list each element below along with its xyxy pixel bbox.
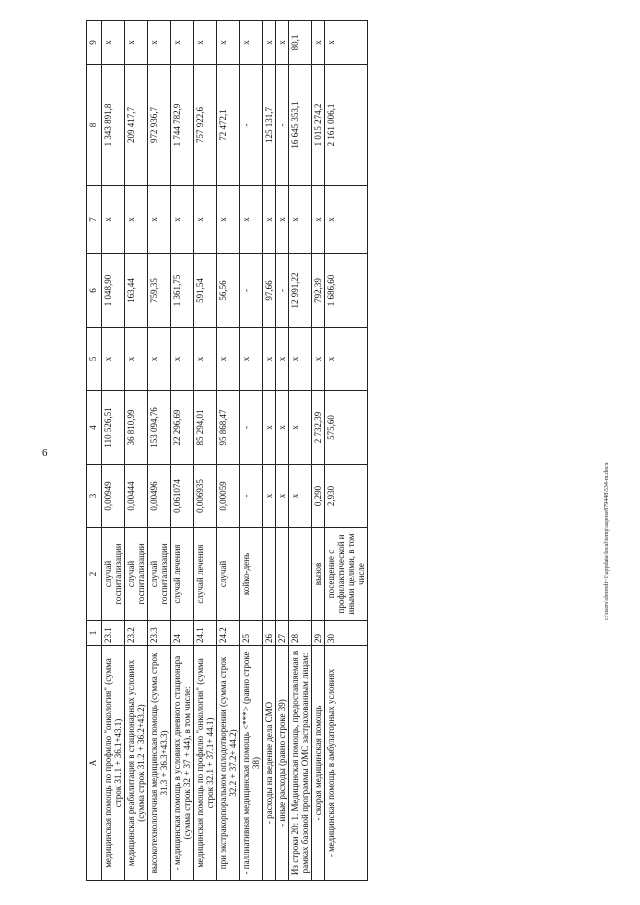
row-label-cell: Из строки 20: 1. Медицинская помощь, предоставляемая в рамках базовой программы ОМС застрахованным лицам: xyxy=(289,646,312,881)
column-header: 6 xyxy=(87,254,102,328)
col7-cell: х xyxy=(312,186,325,254)
total-cell: 2 161 006,1 xyxy=(325,65,368,186)
per-capita-cell: 97,66 xyxy=(263,254,276,328)
share-cell: х xyxy=(148,21,171,65)
per-capita-cell: 759,35 xyxy=(148,254,171,328)
rotated-page-content xyxy=(86,21,616,881)
col5-cell: х xyxy=(194,328,217,391)
volume-cell: 0,00949 xyxy=(102,465,125,528)
share-cell: х xyxy=(240,21,263,65)
col7-cell: х xyxy=(240,186,263,254)
column-header: 7 xyxy=(87,186,102,254)
cost-cell: 22 296,69 xyxy=(171,391,194,465)
share-cell: х xyxy=(171,21,194,65)
total-cell: 16 645 353,1 xyxy=(289,65,312,186)
unit-cell: случай госпитализации xyxy=(148,528,171,621)
unit-cell: случай лечения xyxy=(171,528,194,621)
unit-cell: случай госпитализации xyxy=(102,528,125,621)
unit-cell: посещение с профилактической и иными целями, в том числе xyxy=(325,528,368,621)
cost-cell: х xyxy=(276,391,289,465)
table-row xyxy=(312,21,325,881)
column-header: 4 xyxy=(87,391,102,465)
row-label-cell: - медицинская помощь в амбулаторных условиях xyxy=(325,646,368,881)
per-capita-cell: 163,44 xyxy=(125,254,148,328)
footer-file-path: c:\users\sborodi~1\appdata\local\temp\aspose879448\534-m.docx xyxy=(604,462,610,620)
unit-cell xyxy=(289,528,312,621)
volume-cell: 0,00444 xyxy=(125,465,148,528)
share-cell: х xyxy=(276,21,289,65)
table-body xyxy=(102,21,368,881)
share-cell: х xyxy=(312,21,325,65)
unit-cell: случай лечения xyxy=(194,528,217,621)
per-capita-cell: 56,56 xyxy=(217,254,240,328)
row-label-cell: высокотехнологичная медицинская помощь (сумма строк 31.3 + 36.3+43.3) xyxy=(148,646,171,881)
volume-cell: 0,061074 xyxy=(171,465,194,528)
table-row xyxy=(276,21,289,881)
share-cell: х xyxy=(102,21,125,65)
cost-cell: - xyxy=(240,391,263,465)
row-code-cell: 30 xyxy=(325,621,368,646)
total-cell: 72 472,1 xyxy=(217,65,240,186)
unit-cell: случай xyxy=(217,528,240,621)
column-header: 2 xyxy=(87,528,102,621)
volume-cell: 0,290 xyxy=(312,465,325,528)
col5-cell: х xyxy=(217,328,240,391)
col7-cell: х xyxy=(148,186,171,254)
table-row xyxy=(125,21,148,881)
cost-cell: х xyxy=(263,391,276,465)
unit-cell: койко-день xyxy=(240,528,263,621)
per-capita-cell: 1 686,60 xyxy=(325,254,368,328)
unit-cell: случай госпитализации xyxy=(125,528,148,621)
row-label-cell: - медицинская помощь в условиях дневного стационара (сумма строк 32 + 37 + 44), в том числе: xyxy=(171,646,194,881)
volume-cell: х xyxy=(289,465,312,528)
unit-cell: вызов xyxy=(312,528,325,621)
table-row xyxy=(325,21,368,881)
col5-cell: х xyxy=(276,328,289,391)
table-row xyxy=(263,21,276,881)
per-capita-cell: 1 361,75 xyxy=(171,254,194,328)
row-label-cell: - паллиативная медицинская помощь <***> (равно строке 38) xyxy=(240,646,263,881)
cost-cell: х xyxy=(289,391,312,465)
column-header: 5 xyxy=(87,328,102,391)
share-cell: х xyxy=(263,21,276,65)
total-cell: 1 015 274,2 xyxy=(312,65,325,186)
row-label-cell: - расходы на ведение дела СМО xyxy=(263,646,276,881)
volume-cell: х xyxy=(276,465,289,528)
table-row xyxy=(148,21,171,881)
col5-cell: х xyxy=(171,328,194,391)
per-capita-cell: 792,39 xyxy=(312,254,325,328)
col5-cell: х xyxy=(312,328,325,391)
column-header: 8 xyxy=(87,65,102,186)
col5-cell: х xyxy=(102,328,125,391)
col7-cell: х xyxy=(171,186,194,254)
column-header: А xyxy=(87,646,102,881)
page-number: 6 xyxy=(42,447,48,459)
share-cell: х xyxy=(194,21,217,65)
row-label-cell: медицинская реабилитация в стационарных условиях (сумма строк 31.2 + 36.2+43.2) xyxy=(125,646,148,881)
share-cell: 80,1 xyxy=(289,21,312,65)
row-label-cell: - иные расходы (равно строке 39) xyxy=(276,646,289,881)
share-cell: х xyxy=(125,21,148,65)
col7-cell: х xyxy=(194,186,217,254)
col7-cell: х xyxy=(217,186,240,254)
col7-cell: х xyxy=(289,186,312,254)
col7-cell: х xyxy=(325,186,368,254)
row-code-cell: 23.2 xyxy=(125,621,148,646)
cost-cell: 153 094,76 xyxy=(148,391,171,465)
col5-cell: х xyxy=(125,328,148,391)
row-label-cell: медицинская помощь по профилю "онкология" (сумма строк 32.1 + 37.1+ 44.1) xyxy=(194,646,217,881)
cost-cell: 575,60 xyxy=(325,391,368,465)
column-header: 9 xyxy=(87,21,102,65)
row-code-cell: 24.2 xyxy=(217,621,240,646)
row-code-cell: 24 xyxy=(171,621,194,646)
row-code-cell: 23.3 xyxy=(148,621,171,646)
row-label-cell: медицинская помощь по профилю "онкология" (сумма строк 31.1 + 36.1+43.1) xyxy=(102,646,125,881)
table-row xyxy=(217,21,240,881)
col7-cell: х xyxy=(276,186,289,254)
total-cell: 1 744 782,9 xyxy=(171,65,194,186)
table-row xyxy=(171,21,194,881)
volume-cell: 2,930 xyxy=(325,465,368,528)
cost-cell: 95 868,47 xyxy=(217,391,240,465)
col5-cell: х xyxy=(325,328,368,391)
total-cell: 125 131,7 xyxy=(263,65,276,186)
volume-cell: 0,00059 xyxy=(217,465,240,528)
total-cell: - xyxy=(240,65,263,186)
column-header: 1 xyxy=(87,621,102,646)
per-capita-cell: 591,54 xyxy=(194,254,217,328)
total-cell: - xyxy=(276,65,289,186)
column-header: 3 xyxy=(87,465,102,528)
row-code-cell: 26 xyxy=(263,621,276,646)
unit-cell xyxy=(276,528,289,621)
per-capita-cell: 1 048,90 xyxy=(102,254,125,328)
volume-cell: 0,006935 xyxy=(194,465,217,528)
total-cell: 972 936,7 xyxy=(148,65,171,186)
row-code-cell: 29 xyxy=(312,621,325,646)
financing-table xyxy=(86,20,368,881)
table-row xyxy=(289,21,312,881)
col5-cell: х xyxy=(263,328,276,391)
total-cell: 757 922,6 xyxy=(194,65,217,186)
share-cell: х xyxy=(325,21,368,65)
table-row xyxy=(194,21,217,881)
per-capita-cell: - xyxy=(240,254,263,328)
cost-cell: 85 294,01 xyxy=(194,391,217,465)
total-cell: 209 417,7 xyxy=(125,65,148,186)
volume-cell: - xyxy=(240,465,263,528)
per-capita-cell: - xyxy=(276,254,289,328)
total-cell: 1 343 891,8 xyxy=(102,65,125,186)
col7-cell: х xyxy=(263,186,276,254)
col5-cell: х xyxy=(148,328,171,391)
row-label-cell: при экстракорпоральном оплодотворении (сумма строк 32.2 + 37.2+ 44.2) xyxy=(217,646,240,881)
table-row xyxy=(240,21,263,881)
share-cell: х xyxy=(217,21,240,65)
cost-cell: 110 526,51 xyxy=(102,391,125,465)
table-row xyxy=(102,21,125,881)
col5-cell: х xyxy=(240,328,263,391)
col7-cell: х xyxy=(102,186,125,254)
row-code-cell: 25 xyxy=(240,621,263,646)
volume-cell: х xyxy=(263,465,276,528)
row-code-cell: 28 xyxy=(289,621,312,646)
row-code-cell: 27 xyxy=(276,621,289,646)
row-code-cell: 24.1 xyxy=(194,621,217,646)
volume-cell: 0,00496 xyxy=(148,465,171,528)
row-label-cell: - скорая медицинская помощь xyxy=(312,646,325,881)
cost-cell: 36 810,99 xyxy=(125,391,148,465)
table-header-row xyxy=(87,21,102,881)
col7-cell: х xyxy=(125,186,148,254)
unit-cell xyxy=(263,528,276,621)
cost-cell: 2 732,39 xyxy=(312,391,325,465)
per-capita-cell: 12 991,22 xyxy=(289,254,312,328)
row-code-cell: 23.1 xyxy=(102,621,125,646)
col5-cell: х xyxy=(289,328,312,391)
